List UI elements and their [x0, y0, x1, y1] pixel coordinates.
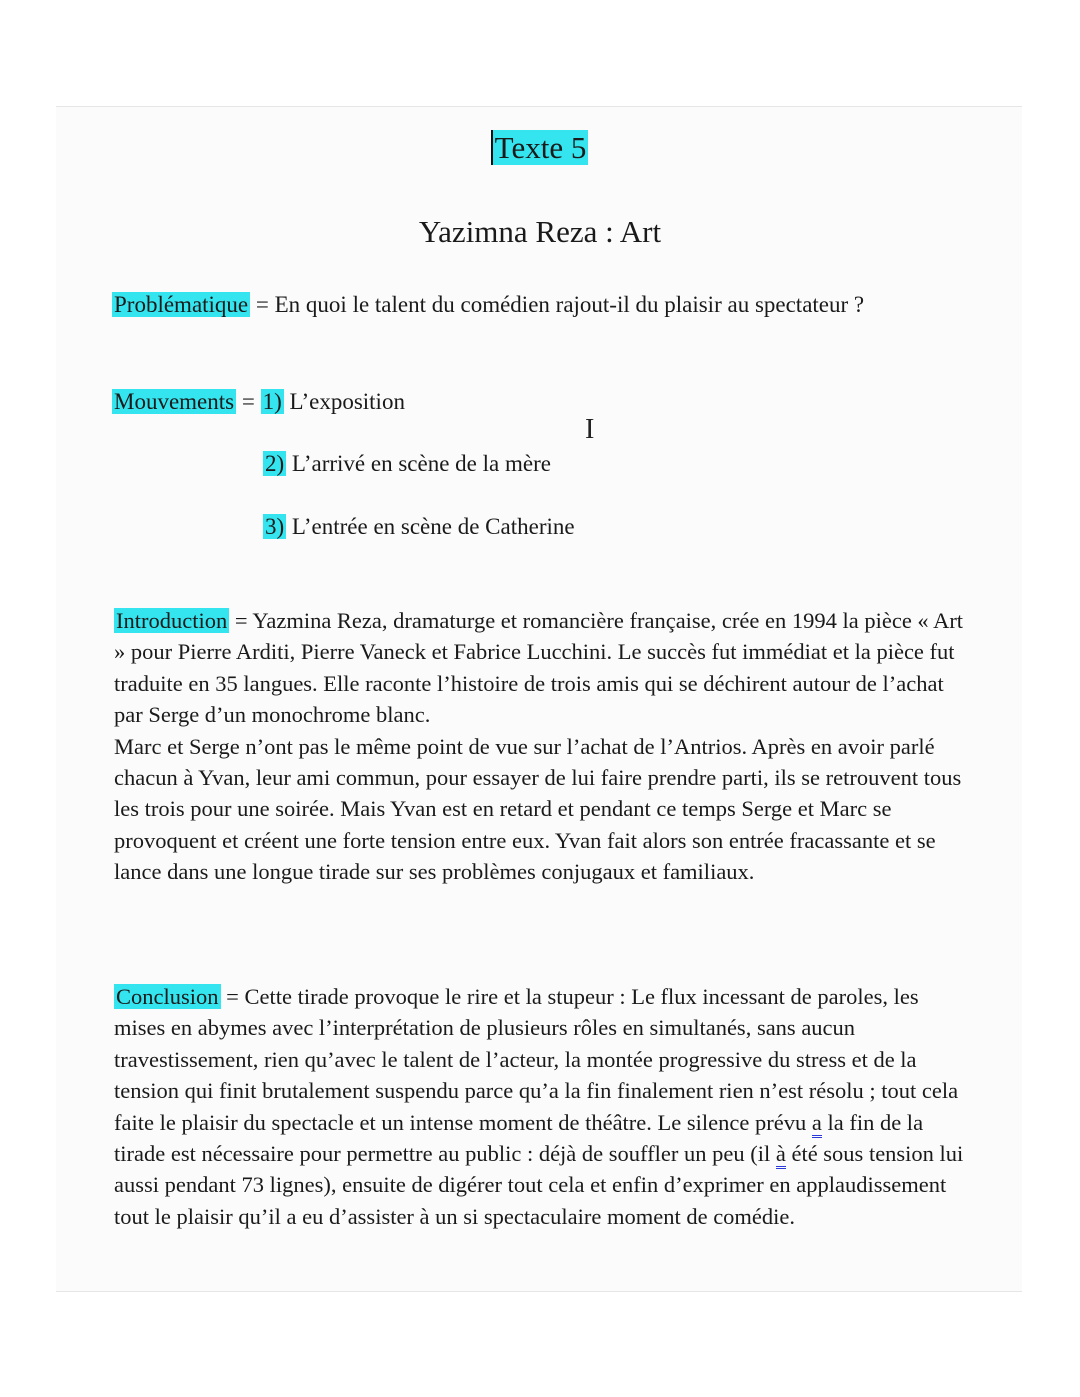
mouvement-number: 3) [265, 514, 285, 539]
conclusion-text-2: la fin de la tirade est nécessaire pour permettre au public : déjà de souffler un peu (il [114, 1109, 924, 1167]
mouvement-text: L’arrivé en scène de la mère [286, 451, 551, 476]
mouvement-item [263, 514, 575, 540]
introduction-label: Introduction [116, 608, 228, 633]
conclusion-label: Conclusion [116, 984, 219, 1009]
problematique-line [112, 292, 864, 318]
document-subtitle: Yazimna Reza : Art [418, 214, 662, 249]
text-cursor-icon: I [585, 414, 595, 445]
introduction-sep: = [229, 608, 253, 633]
mouvements-line [112, 389, 405, 415]
document-title [0, 130, 1080, 166]
introduction-text: Yazmina Reza, dramaturge et romancière française, crée en 1994 la pièce « Art » pour Pierre Arditi, Pierre Vaneck et Fabrice Lucchini. Le succès fut immédiat et la pièce fut traduite en 35 langues. Elle raconte l’histoire de trois amis qui se déchirent autour de l’achat par Serge d’un monochrome blanc. [114, 608, 964, 728]
introduction-paragraph [114, 605, 974, 888]
conclusion-text: Cette tirade provoque le rire et la stupeur : Le flux incessant de paroles, les mises en abymes avec l’interprétation de plusieurs rôles en simultanés, sans aucun travestissement, rien qu’avec le talent de l’acteur, la montée progressive du stress et de la tension qui finit brutalement suspendu parce qu’a la fin finalement rien n’est résolu ; tout cela faite le plaisir du spectacle et un intense moment de théâtre. Le silence prévu [114, 984, 959, 1135]
conclusion-text-3: été sous tension lui aussi pendant 73 lignes), ensuite de digérer tout cela et enfin d’exprimer en applaudissement tout le plaisir qu’il a eu d’assister à un si spectaculaire moment de comédie. [114, 1141, 964, 1229]
conclusion-paragraph [114, 981, 974, 1232]
mouvements-label: Mouvements [114, 389, 235, 414]
mouvement-text: L’exposition [283, 389, 405, 414]
conclusion-sep: = [220, 984, 245, 1009]
title-highlight: Texte 5 [491, 130, 589, 165]
grammar-underline[interactable]: à [776, 1141, 786, 1169]
problematique-sep: = [250, 292, 275, 317]
problematique-text: En quoi le talent du comédien rajout-il du plaisir au spectateur ? [274, 292, 865, 317]
mouvement-number: 2) [265, 451, 285, 476]
mouvement-number: 1) [262, 389, 282, 414]
mouvements-sep: = [236, 389, 261, 414]
mouvement-item [263, 451, 551, 477]
grammar-underline[interactable]: a [812, 1110, 822, 1138]
mouvement-text: L’entrée en scène de Catherine [286, 514, 575, 539]
problematique-label: Problématique [114, 292, 249, 317]
introduction-text-2: Marc et Serge n’ont pas le même point de vue sur l’achat de l’Antrios. Après en avoir parlé chacun à Yvan, leur ami commun, pour essayer de lui faire prendre parti, ils se retrouvent tous les trois pour une soirée. Mais Yvan est en retard et pendant ce temps Serge et Marc se provoquent et créent une forte tension entre eux. Yvan fait alors son entrée fracassante et se lance dans une longue tirade sur ses problèmes conjugaux et familiaux. [114, 733, 962, 885]
